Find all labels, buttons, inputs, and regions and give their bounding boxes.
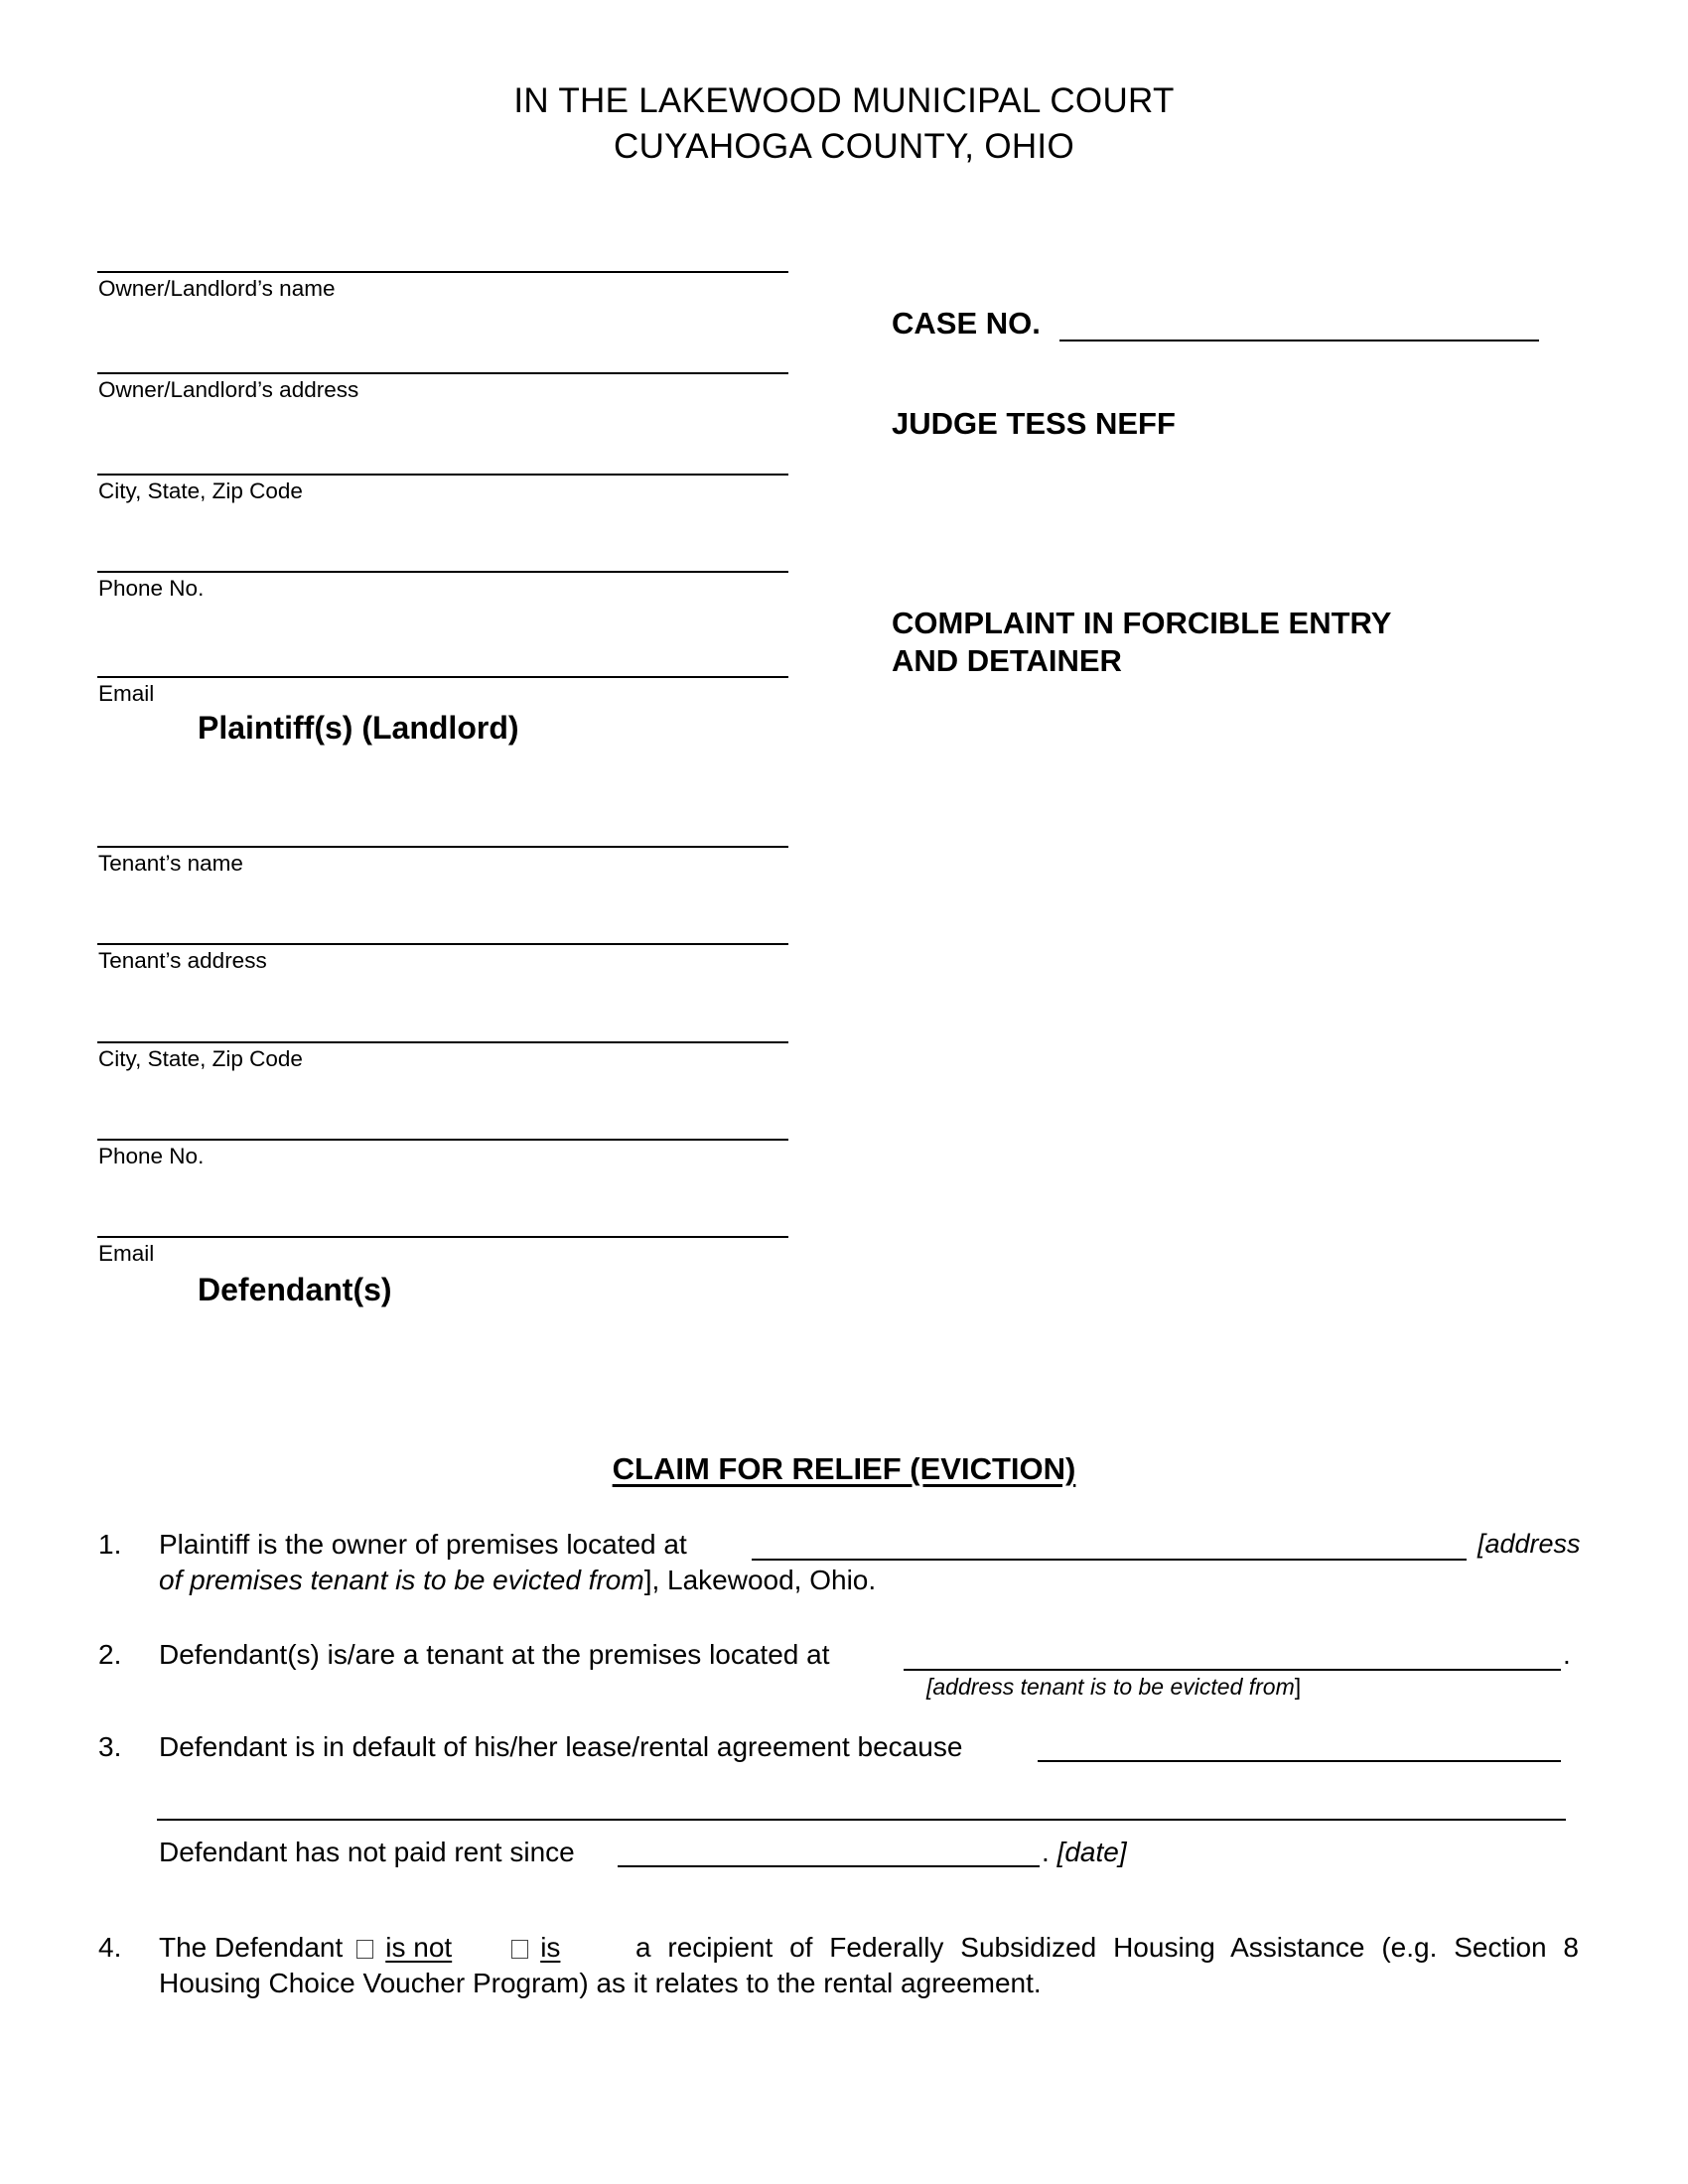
default-reason-field-2[interactable] bbox=[157, 1819, 1566, 1821]
plaintiff-label: Plaintiff(s) (Landlord) bbox=[198, 710, 519, 746]
item1-text: Plaintiff is the owner of premises located at bbox=[159, 1529, 687, 1560]
rent-text: Defendant has not paid rent since bbox=[159, 1837, 575, 1867]
field-label: Owner/Landlord’s name bbox=[98, 276, 336, 301]
tenant-address-field[interactable] bbox=[97, 943, 788, 945]
rent-date-field[interactable] bbox=[618, 1865, 1040, 1867]
tenant-name-field[interactable] bbox=[97, 846, 788, 848]
case-number-label: CASE NO. bbox=[892, 306, 1041, 341]
field-label: Owner/Landlord’s address bbox=[98, 377, 359, 402]
item4-text2: Housing Choice Voucher Program) as it relates to the rental agreement. bbox=[159, 1968, 1042, 1998]
landlord-city-state-zip-field[interactable] bbox=[97, 474, 788, 476]
item2-hint-close: ] bbox=[1294, 1674, 1302, 1700]
is-option: is bbox=[540, 1932, 561, 1963]
is-not-checkbox[interactable] bbox=[356, 1940, 373, 1959]
landlord-name-field[interactable] bbox=[97, 271, 788, 273]
item-number: 1. bbox=[98, 1529, 122, 1560]
case-number-field[interactable] bbox=[1059, 340, 1539, 341]
premises-address-field[interactable] bbox=[752, 1559, 1467, 1561]
field-label: Tenant’s address bbox=[98, 948, 267, 973]
rent-end bbox=[1042, 1837, 1127, 1868]
tenant-email-field[interactable] bbox=[97, 1236, 788, 1238]
field-label: Email bbox=[98, 681, 155, 706]
field-label: Email bbox=[98, 1241, 155, 1266]
item-number: 2. bbox=[98, 1639, 122, 1670]
field-label: Tenant’s name bbox=[98, 851, 243, 876]
court-name: IN THE LAKEWOOD MUNICIPAL COURT bbox=[513, 81, 1175, 120]
item2-end: . bbox=[1563, 1639, 1571, 1670]
complaint-title-line2: AND DETAINER bbox=[892, 643, 1122, 678]
claim-title-text: CLAIM FOR RELIEF (EVICTION) bbox=[612, 1451, 1076, 1486]
item2-text: Defendant(s) is/are a tenant at the premises located at bbox=[159, 1639, 830, 1670]
defendant-label: Defendant(s) bbox=[198, 1272, 392, 1307]
field-label: City, State, Zip Code bbox=[98, 1046, 303, 1071]
is-checkbox[interactable] bbox=[511, 1940, 528, 1959]
item2-hint: [address tenant is to be evicted from bbox=[926, 1674, 1295, 1700]
item-number: 3. bbox=[98, 1731, 122, 1762]
field-label: City, State, Zip Code bbox=[98, 478, 303, 503]
landlord-email-field[interactable] bbox=[97, 676, 788, 678]
tenant-premises-field[interactable] bbox=[904, 1669, 1561, 1671]
rent-end-dot: . bbox=[1042, 1837, 1050, 1867]
county-name: CUYAHOGA COUNTY, OHIO bbox=[614, 127, 1074, 166]
item1-suffix: ], Lakewood, Ohio. bbox=[643, 1565, 877, 1595]
item1-hint-start: [address bbox=[1477, 1529, 1581, 1559]
judge-name: JUDGE TESS NEFF bbox=[892, 406, 1176, 441]
field-label: Phone No. bbox=[98, 576, 205, 601]
item3-text: Defendant is in default of his/her lease/rental agreement because bbox=[159, 1731, 963, 1762]
field-label: Phone No. bbox=[98, 1144, 205, 1168]
item1-hint-cont: of premises tenant is to be evicted from bbox=[159, 1565, 644, 1595]
complaint-title-line1: COMPLAINT IN FORCIBLE ENTRY bbox=[892, 606, 1392, 640]
item4-text1: a recipient of Federally Subsidized Housing Assistance (e.g. Section 8 bbox=[635, 1932, 1579, 1963]
landlord-phone-field[interactable] bbox=[97, 571, 788, 573]
is-not-option: is not bbox=[385, 1932, 453, 1963]
tenant-city-state-zip-field[interactable] bbox=[97, 1041, 788, 1043]
default-reason-field[interactable] bbox=[1038, 1760, 1561, 1762]
item1-line2 bbox=[159, 1565, 876, 1596]
rent-date-hint: [date] bbox=[1056, 1837, 1127, 1867]
item-number: 4. bbox=[98, 1932, 122, 1963]
item4-line1 bbox=[159, 1932, 560, 1964]
landlord-address-field[interactable] bbox=[97, 372, 788, 374]
tenant-phone-field[interactable] bbox=[97, 1139, 788, 1141]
claim-title bbox=[0, 1451, 1688, 1487]
item4-prefix: The Defendant bbox=[159, 1932, 344, 1963]
item2-hint-line bbox=[926, 1674, 1301, 1701]
